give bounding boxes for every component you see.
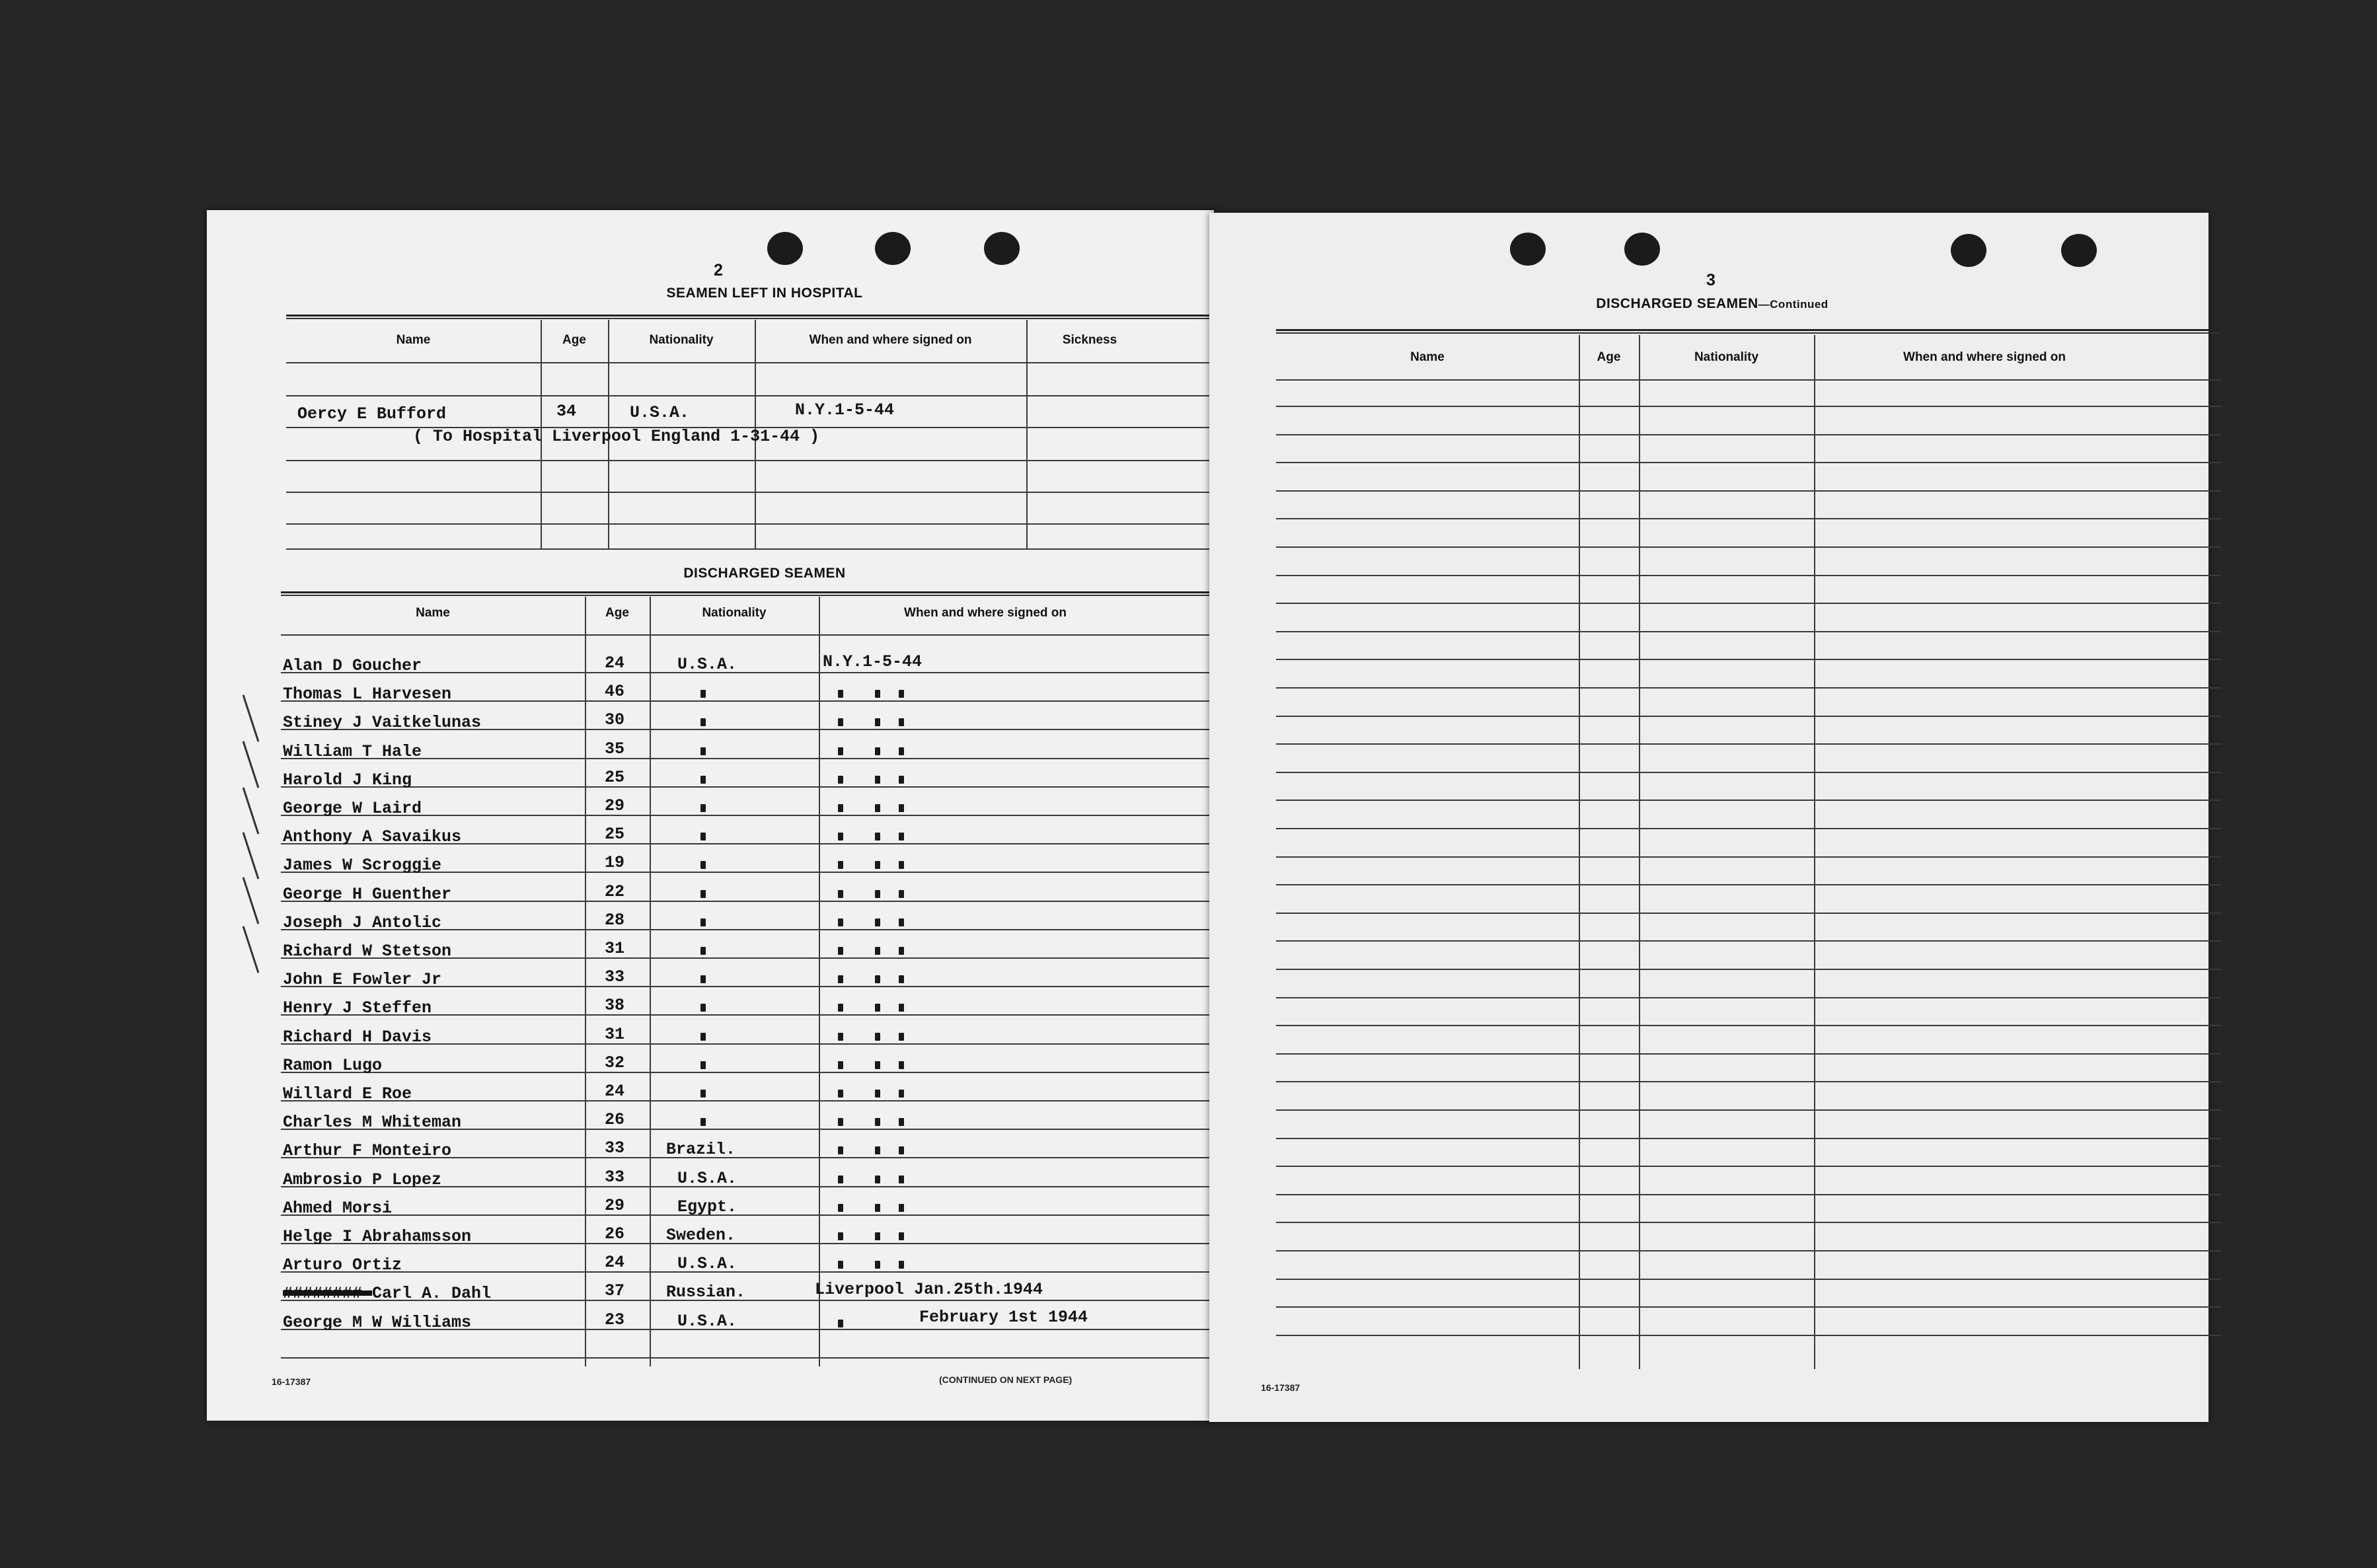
ditto-mark xyxy=(838,804,843,812)
seaman-age: 31 xyxy=(605,1025,625,1044)
hospital-note: ( To Hospital Liverpool England 1-31-44 ) xyxy=(413,427,820,446)
column-header: When and where signed on xyxy=(1903,350,2066,364)
ditto-mark xyxy=(700,718,706,726)
row-rule xyxy=(281,1357,1226,1359)
column-header: Nationality xyxy=(1694,350,1759,364)
check-mark xyxy=(243,832,260,879)
ditto-mark xyxy=(700,804,706,812)
seaman-name: Arturo Ortiz xyxy=(283,1255,402,1275)
section-title-suffix: —Continued xyxy=(1758,298,1829,311)
seaman-name: Henry J Steffen xyxy=(283,998,432,1018)
ditto-mark xyxy=(899,890,904,898)
column-header: Name xyxy=(1410,350,1445,364)
seaman-age: 19 xyxy=(605,853,625,872)
seaman-name: Charles M Whiteman xyxy=(283,1113,462,1132)
ditto-mark xyxy=(838,1176,843,1183)
ditto-mark xyxy=(700,1033,706,1041)
header-rule xyxy=(281,634,1226,636)
ditto-mark xyxy=(838,975,843,983)
punch-hole xyxy=(984,232,1020,265)
ditto-mark xyxy=(899,1004,904,1012)
seaman-age: 23 xyxy=(605,1310,625,1329)
ditto-mark xyxy=(875,947,880,955)
ditto-mark xyxy=(700,1090,706,1098)
row-rule xyxy=(1276,1081,2221,1082)
seaman-age: 33 xyxy=(605,1139,625,1158)
ditto-mark xyxy=(838,947,843,955)
ditto-mark xyxy=(700,890,706,898)
row-rule xyxy=(1276,603,2221,604)
row-rule xyxy=(281,672,1226,673)
ditto-mark xyxy=(899,918,904,926)
column-header: When and where signed on xyxy=(809,333,972,347)
hospital-top-rule xyxy=(286,315,1232,319)
seaman-name: Thomas L Harvesen xyxy=(283,685,452,704)
ditto-mark xyxy=(700,1004,706,1012)
row-rule xyxy=(1276,1025,2221,1026)
punch-hole xyxy=(767,232,803,265)
ditto-mark xyxy=(838,890,843,898)
ditto-mark xyxy=(838,1320,843,1327)
ditto-mark xyxy=(838,861,843,869)
seaman-age: 26 xyxy=(605,1224,625,1244)
continued-top-rule xyxy=(1276,329,2221,334)
seaman-name: Harold J King xyxy=(283,770,412,790)
hospital-section-title: SEAMEN LEFT IN HOSPITAL xyxy=(666,285,863,301)
ditto-mark xyxy=(838,776,843,784)
row-rule xyxy=(281,1072,1226,1073)
ditto-mark xyxy=(875,776,880,784)
form-number: 16-17387 xyxy=(272,1376,311,1387)
row-rule xyxy=(1276,1194,2221,1195)
seaman-age: 38 xyxy=(605,996,625,1015)
page-number: 3 xyxy=(1706,271,1716,289)
ditto-mark xyxy=(838,833,843,840)
ditto-mark xyxy=(700,947,706,955)
column-header: Nationality xyxy=(702,606,767,620)
seaman-nationality: Sweden. xyxy=(666,1226,736,1245)
column-header: Sickness xyxy=(1062,333,1117,347)
ditto-mark xyxy=(875,890,880,898)
struck-name-prefix: ######## xyxy=(283,1284,373,1303)
seaman-nationality: Egypt. xyxy=(677,1197,737,1216)
row-rule xyxy=(286,492,1232,493)
ditto-mark xyxy=(899,861,904,869)
seaman-name: William T Hale xyxy=(283,742,422,761)
row-rule xyxy=(1276,828,2221,829)
ditto-mark xyxy=(875,690,880,698)
seaman-nationality: U.S.A. xyxy=(677,655,737,674)
row-rule xyxy=(1276,546,2221,548)
seaman-age: 22 xyxy=(605,882,625,901)
seaman-age: 37 xyxy=(605,1281,625,1300)
hospital-signed-on: N.Y.1-5-44 xyxy=(795,400,895,420)
column-header: Age xyxy=(562,333,586,347)
seaman-name: Ramon Lugo xyxy=(283,1056,383,1075)
row-rule xyxy=(1276,716,2221,717)
ditto-mark xyxy=(875,1004,880,1012)
column-divider xyxy=(585,597,586,1366)
seaman-nationality: Russian. xyxy=(666,1283,746,1302)
ditto-mark xyxy=(899,1090,904,1098)
row-rule xyxy=(1276,490,2221,492)
seaman-name: Joseph J Antolic xyxy=(283,913,442,932)
ditto-mark xyxy=(700,690,706,698)
column-header: Age xyxy=(605,606,629,620)
seaman-name: John E Fowler Jr xyxy=(283,970,442,989)
row-rule xyxy=(1276,800,2221,801)
row-rule xyxy=(1276,1250,2221,1251)
seaman-age: 31 xyxy=(605,939,625,958)
seaman-signed-on: February 1st 1944 xyxy=(919,1308,1088,1327)
ditto-mark xyxy=(899,804,904,812)
ditto-mark xyxy=(838,1204,843,1212)
ditto-mark xyxy=(700,861,706,869)
ditto-mark xyxy=(899,1118,904,1126)
seaman-name: George M W Williams xyxy=(283,1313,472,1332)
row-rule xyxy=(1276,1306,2221,1308)
check-mark xyxy=(243,694,260,741)
ditto-mark xyxy=(875,1176,880,1183)
seaman-name: Anthony A Savaikus xyxy=(283,827,462,846)
ditto-mark xyxy=(875,1090,880,1098)
header-rule xyxy=(1276,379,2221,381)
seaman-age: 32 xyxy=(605,1053,625,1072)
seaman-name: George W Laird xyxy=(283,799,422,818)
row-rule xyxy=(1276,462,2221,463)
ditto-mark xyxy=(838,1061,843,1069)
punch-hole xyxy=(1510,233,1546,266)
ditto-mark xyxy=(875,975,880,983)
row-rule xyxy=(1276,1166,2221,1167)
row-rule xyxy=(1276,575,2221,576)
seaman-age: 24 xyxy=(605,1082,625,1101)
punch-hole xyxy=(875,232,911,265)
check-mark xyxy=(243,926,260,973)
row-rule xyxy=(1276,913,2221,914)
ditto-mark xyxy=(838,718,843,726)
ditto-mark xyxy=(899,1261,904,1269)
continued-section-title xyxy=(1468,296,1957,312)
row-rule xyxy=(1276,1279,2221,1280)
row-rule xyxy=(1276,659,2221,660)
hospital-age: 34 xyxy=(556,402,577,421)
ditto-mark xyxy=(875,804,880,812)
ditto-mark xyxy=(899,1061,904,1069)
seaman-name: Ahmed Morsi xyxy=(283,1199,393,1218)
ditto-mark xyxy=(899,1033,904,1041)
seaman-age: 24 xyxy=(605,653,625,673)
ditto-mark xyxy=(838,1090,843,1098)
hospital-nationality: U.S.A. xyxy=(630,403,690,422)
seaman-nationality: U.S.A. xyxy=(677,1312,737,1331)
ditto-mark xyxy=(700,833,706,840)
row-rule xyxy=(281,1271,1226,1273)
ditto-mark xyxy=(875,1146,880,1154)
check-mark xyxy=(243,787,260,834)
ditto-mark xyxy=(899,747,904,755)
seaman-signed-on: Liverpool Jan.25th.1944 xyxy=(815,1280,1043,1299)
ditto-mark xyxy=(875,747,880,755)
seaman-name: Ambrosio P Lopez xyxy=(283,1170,442,1189)
ditto-mark xyxy=(838,1004,843,1012)
seaman-age: 25 xyxy=(605,825,625,844)
row-rule xyxy=(1276,1053,2221,1055)
row-rule xyxy=(1276,884,2221,885)
ditto-mark xyxy=(899,1232,904,1240)
seaman-nationality: Brazil. xyxy=(666,1140,736,1159)
row-rule xyxy=(1276,1222,2221,1223)
row-rule xyxy=(1276,406,2221,407)
row-rule xyxy=(281,1100,1226,1101)
continued-note: (CONTINUED ON NEXT PAGE) xyxy=(939,1374,1073,1385)
seaman-signed-on: N.Y.1-5-44 xyxy=(823,652,923,671)
row-rule xyxy=(1276,1335,2221,1336)
row-rule xyxy=(1276,518,2221,519)
row-rule xyxy=(1276,687,2221,689)
row-rule xyxy=(1276,997,2221,998)
ditto-mark xyxy=(838,690,843,698)
column-divider xyxy=(650,597,651,1366)
ditto-mark xyxy=(899,947,904,955)
row-rule xyxy=(286,523,1232,525)
seaman-age: 29 xyxy=(605,796,625,815)
seaman-age: 35 xyxy=(605,739,625,759)
row-rule xyxy=(1276,772,2221,773)
row-rule xyxy=(281,786,1226,788)
seaman-name: James W Scroggie xyxy=(283,856,442,875)
ditto-mark xyxy=(875,718,880,726)
seaman-age: 33 xyxy=(605,1168,625,1187)
ditto-mark xyxy=(700,918,706,926)
seaman-name: Alan D Goucher xyxy=(283,656,422,675)
seaman-age: 25 xyxy=(605,768,625,787)
ditto-mark xyxy=(899,833,904,840)
seaman-age: 28 xyxy=(605,911,625,930)
row-rule xyxy=(1276,969,2221,970)
ditto-mark xyxy=(700,1118,706,1126)
column-header: Nationality xyxy=(649,333,714,347)
row-rule xyxy=(286,395,1232,396)
ditto-mark xyxy=(838,1232,843,1240)
seaman-nationality: U.S.A. xyxy=(677,1254,737,1273)
seaman-age: 24 xyxy=(605,1253,625,1272)
row-rule xyxy=(286,460,1232,461)
column-header: When and where signed on xyxy=(904,606,1067,620)
seaman-age: 26 xyxy=(605,1110,625,1129)
ditto-mark xyxy=(875,833,880,840)
ditto-mark xyxy=(899,1146,904,1154)
ditto-mark xyxy=(700,1061,706,1069)
column-header: Age xyxy=(1597,350,1621,364)
row-rule xyxy=(1276,743,2221,745)
ditto-mark xyxy=(875,861,880,869)
check-mark xyxy=(243,741,260,788)
seaman-name: Stiney J Vaitkelunas xyxy=(283,713,482,732)
punch-hole xyxy=(1624,233,1660,266)
row-rule xyxy=(1276,940,2221,942)
ditto-mark xyxy=(899,690,904,698)
seaman-name: Willard E Roe xyxy=(283,1084,412,1103)
seaman-name: Richard W Stetson xyxy=(283,942,452,961)
punch-hole xyxy=(1951,234,1986,267)
hospital-name: Oercy E Bufford xyxy=(297,404,447,424)
ditto-mark xyxy=(875,1261,880,1269)
ditto-mark xyxy=(899,1176,904,1183)
page-number: 2 xyxy=(714,261,723,280)
seaman-name: Arthur F Monteiro xyxy=(283,1141,452,1160)
ditto-mark xyxy=(899,1204,904,1212)
column-header: Name xyxy=(396,333,431,347)
seaman-age: 30 xyxy=(605,710,625,729)
discharged-section-title: DISCHARGED SEAMEN xyxy=(683,566,846,581)
row-rule xyxy=(1276,1138,2221,1139)
row-rule xyxy=(281,815,1226,816)
section-title-text: DISCHARGED SEAMEN xyxy=(1596,296,1758,311)
ditto-mark xyxy=(838,1033,843,1041)
column-divider xyxy=(1026,320,1028,550)
ditto-mark xyxy=(838,1261,843,1269)
ditto-mark xyxy=(700,747,706,755)
row-rule xyxy=(1276,434,2221,435)
seaman-name: Helge I Abrahamsson xyxy=(283,1227,472,1246)
row-rule xyxy=(1276,856,2221,858)
seaman-name: Richard H Davis xyxy=(283,1027,432,1047)
ditto-mark xyxy=(899,776,904,784)
row-rule xyxy=(286,548,1232,550)
ditto-mark xyxy=(838,1118,843,1126)
check-mark xyxy=(243,877,260,924)
seaman-name: ######## Carl A. Dahl xyxy=(283,1284,492,1303)
ditto-mark xyxy=(838,747,843,755)
punch-hole xyxy=(2061,234,2097,267)
right-page xyxy=(1209,213,2208,1422)
ditto-mark xyxy=(875,1118,880,1126)
ditto-mark xyxy=(838,1146,843,1154)
row-rule xyxy=(286,362,1232,363)
column-divider xyxy=(819,597,820,1366)
seaman-age: 46 xyxy=(605,682,625,701)
ditto-mark xyxy=(700,776,706,784)
ditto-mark xyxy=(838,918,843,926)
column-header: Name xyxy=(416,606,450,620)
seaman-age: 33 xyxy=(605,967,625,987)
left-page xyxy=(207,210,1214,1421)
seaman-name: George H Guenther xyxy=(283,885,452,904)
ditto-mark xyxy=(875,1033,880,1041)
form-number: 16-17387 xyxy=(1261,1382,1301,1393)
row-rule xyxy=(281,758,1226,759)
ditto-mark xyxy=(875,1232,880,1240)
seaman-age: 29 xyxy=(605,1196,625,1215)
row-rule xyxy=(281,1214,1226,1216)
ditto-mark xyxy=(875,1061,880,1069)
ditto-mark xyxy=(875,1204,880,1212)
ditto-mark xyxy=(899,718,904,726)
seaman-nationality: U.S.A. xyxy=(677,1169,737,1188)
ditto-mark xyxy=(875,918,880,926)
ditto-mark xyxy=(899,975,904,983)
row-rule xyxy=(1276,1109,2221,1111)
row-rule xyxy=(1276,631,2221,632)
discharged-top-rule xyxy=(281,591,1226,596)
ditto-mark xyxy=(700,975,706,983)
